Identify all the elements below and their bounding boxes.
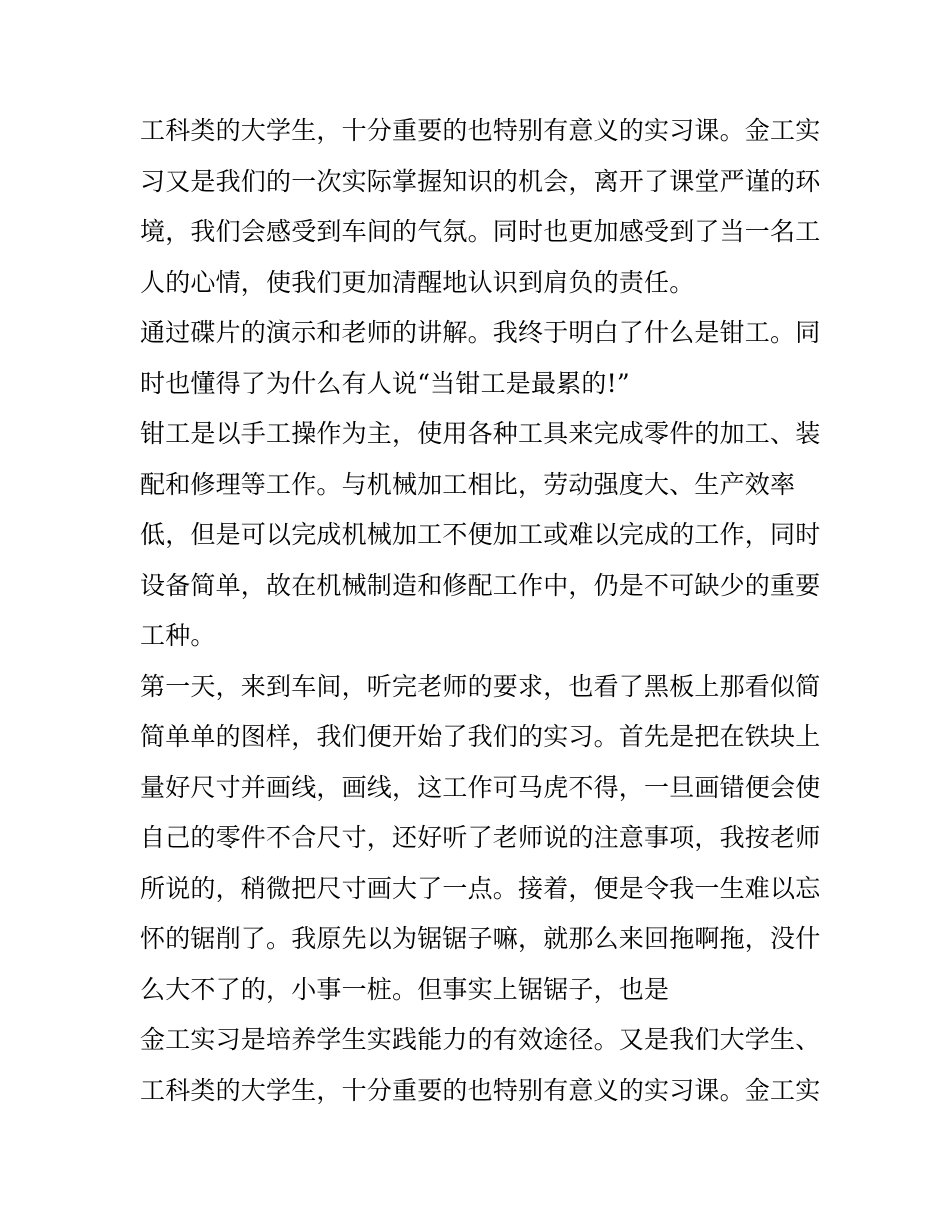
text-line: 工科类的大学生，十分重要的也特别有意义的实习课。金工实	[140, 1075, 821, 1105]
text-line: 简单单的图样，我们便开始了我们的实习。首先是把在铁块上	[140, 722, 821, 751]
text-line: 境，我们会感受到车间的气氛。同时也更加感受到了当一名工	[140, 217, 821, 246]
text-line: 么大不了的，小事一桩。但事实上锯锯子，也是	[140, 974, 670, 1004]
text-line: 低，但是可以完成机械加工不便加工或难以完成的工作，同时	[140, 520, 821, 549]
text-line: 自己的零件不合尺寸，还好听了老师说的注意事项，我按老师	[140, 823, 821, 852]
text-line: 配和修理等工作。与机械加工相比，劳动强度大、生产效率	[140, 469, 796, 499]
text-line: 钳工是以手工操作为主，使用各种工具来完成零件的加工、装	[140, 419, 821, 448]
text-line: 工种。	[140, 621, 216, 650]
text-line: 通过碟片的演示和老师的讲解。我终于明白了什么是钳工。同	[140, 318, 821, 347]
text-line: 怀的锯削了。我原先以为锯锯子嘛，就那么来回拖啊拖，没什	[140, 924, 821, 953]
text-line: 所说的，稍微把尺寸画大了一点。接着，便是令我一生难以忘	[140, 873, 821, 903]
text-line: 习又是我们的一次实际掌握知识的机会，离开了课堂严谨的环	[140, 166, 821, 196]
body-text	[140, 106, 840, 1116]
text-line: 人的心情，使我们更加清醒地认识到肩负的责任。	[140, 267, 695, 297]
text-line: 工科类的大学生，十分重要的也特别有意义的实习课。金工实	[140, 116, 821, 145]
text-line: 量好尺寸并画线，画线，这工作可马虎不得，一旦画错便会使	[140, 772, 821, 802]
text-line: 第一天，来到车间，听完老师的要求，也看了黑板上那看似简	[140, 671, 821, 701]
text-line: 金工实习是培养学生实践能力的有效途径。又是我们大学生、	[140, 1025, 821, 1054]
text-line: 时也懂得了为什么有人说“当钳工是最累的!”	[140, 368, 630, 398]
text-line: 设备简单，故在机械制造和修配工作中，仍是不可缺少的重要	[140, 570, 821, 600]
